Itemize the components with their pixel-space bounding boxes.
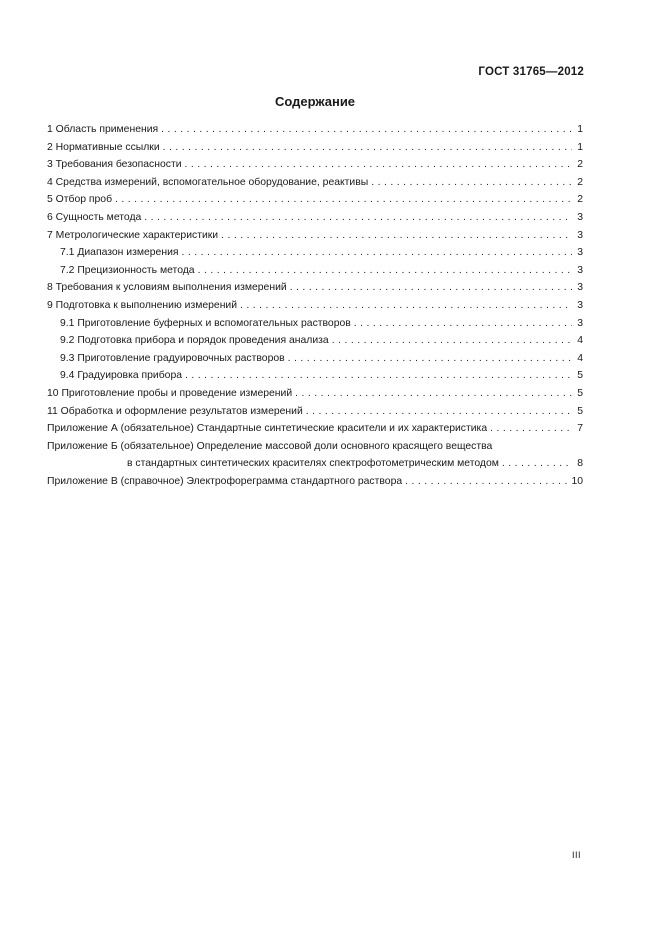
- toc-entry[interactable]: [47, 367, 583, 385]
- toc-entry-title: 7.2 Прецизионность метода: [60, 264, 195, 276]
- toc-entry[interactable]: [47, 191, 583, 209]
- toc-entry-title: в стандартных синтетических красителях спектрофотометрическим методом: [127, 458, 499, 470]
- toc-entry[interactable]: [47, 227, 583, 245]
- toc-entry[interactable]: [47, 209, 583, 227]
- toc-leader-dots: [405, 473, 568, 491]
- toc-entry-page: 3: [577, 211, 583, 223]
- toc-entry-page: 3: [577, 229, 583, 241]
- toc-entry-title: 8 Требования к условиям выполнения измерений: [47, 282, 287, 294]
- toc-entry-title: 3 Требования безопасности: [47, 159, 182, 171]
- toc-entry-title: 5 Отбор проб: [47, 194, 113, 206]
- toc-entry[interactable]: [47, 244, 583, 262]
- toc-entry[interactable]: [47, 473, 583, 491]
- toc-leader-dots: [354, 315, 572, 333]
- toc-entry-title: Приложение В (справочное) Электрофореграмма стандартного раствора: [47, 475, 403, 487]
- toc-entry[interactable]: [47, 279, 583, 297]
- toc-entry-page: 5: [577, 370, 583, 382]
- toc-entry[interactable]: [47, 139, 583, 157]
- toc-entry-page: 2: [577, 159, 583, 171]
- toc-entry-page: 8: [577, 458, 583, 470]
- toc-leader-dots: [332, 332, 572, 350]
- toc-leader-dots: [182, 244, 572, 262]
- toc-title: Содержание: [274, 94, 356, 109]
- toc-entry[interactable]: [47, 350, 583, 368]
- toc-entry-title: 9.4 Градуировка прибора: [60, 370, 183, 382]
- toc-entry[interactable]: [47, 438, 583, 456]
- toc-entry-title: 2 Нормативные ссылки: [47, 141, 160, 153]
- toc-entry[interactable]: [47, 121, 583, 139]
- toc-entry-page: 5: [577, 387, 583, 399]
- toc-entry[interactable]: [47, 297, 583, 315]
- toc-entry[interactable]: [47, 385, 583, 403]
- toc-entry-page: 3: [577, 317, 583, 329]
- toc-entry-title: 1 Область применения: [47, 124, 159, 135]
- toc-leader-dots: [185, 156, 572, 174]
- toc-entry-title: 9.1 Приготовление буферных и вспомогательных растворов: [60, 317, 351, 329]
- toc-entry[interactable]: [47, 455, 583, 473]
- toc-entry-title: Приложение А (обязательное) Стандартные синтетические красители и их характеристика: [47, 423, 488, 435]
- toc-entry-title: 4 Средства измерений, вспомогательное оборудование, реактивы: [47, 176, 369, 188]
- toc-entry[interactable]: [47, 332, 583, 350]
- toc-leader-dots: [290, 279, 572, 297]
- toc-entry-page: 2: [577, 194, 583, 206]
- toc-entry-title: Приложение Б (обязательное) Определение массовой доли основного красящего вещества: [47, 440, 493, 452]
- table-of-contents: [47, 121, 583, 490]
- toc-leader-dots: [161, 121, 572, 139]
- toc-entry[interactable]: [47, 403, 583, 421]
- toc-entry-title: 11 Обработка и оформление результатов измерений: [47, 405, 303, 417]
- toc-entry-page: 1: [577, 124, 583, 135]
- toc-leader-dots: [502, 455, 572, 473]
- toc-leader-dots: [371, 174, 572, 192]
- toc-entry[interactable]: [47, 262, 583, 280]
- toc-entry-title: 9 Подготовка к выполнению измерений: [47, 299, 238, 311]
- toc-entry[interactable]: [47, 420, 583, 438]
- toc-entry-page: 4: [577, 335, 583, 347]
- toc-entry-page: 1: [577, 141, 583, 153]
- toc-leader-dots: [198, 262, 572, 280]
- toc-entry-page: 3: [577, 247, 583, 259]
- toc-entry-page: 3: [577, 282, 583, 294]
- toc-leader-dots: [295, 385, 572, 403]
- toc-leader-dots: [163, 139, 572, 157]
- toc-entry-page: 4: [577, 352, 583, 364]
- toc-entry[interactable]: [47, 315, 583, 333]
- toc-entry-page: 5: [577, 405, 583, 417]
- toc-leader-dots: [115, 191, 572, 209]
- toc-entry-page: 2: [577, 176, 583, 188]
- toc-entry-title: 9.3 Приготовление градуировочных растворов: [60, 352, 285, 364]
- toc-entry-title: 7 Метрологические характеристики: [47, 229, 219, 241]
- toc-entry-title: 9.2 Подготовка прибора и порядок проведения анализа: [60, 335, 329, 347]
- toc-entry-title: 7.1 Диапазон измерения: [60, 247, 179, 259]
- toc-entry-title: 10 Приготовление пробы и проведение измерений: [47, 387, 293, 399]
- toc-leader-dots: [490, 420, 572, 438]
- toc-leader-dots: [288, 350, 572, 368]
- toc-leader-dots: [185, 367, 572, 385]
- toc-leader-dots: [144, 209, 572, 227]
- toc-leader-dots: [240, 297, 572, 315]
- toc-entry-page: 7: [577, 423, 583, 435]
- toc-entry-page: 3: [577, 264, 583, 276]
- document-standard-code: ГОСТ 31765—2012: [478, 66, 584, 78]
- toc-entry[interactable]: [47, 174, 583, 192]
- toc-entry-page: 3: [577, 299, 583, 311]
- toc-leader-dots: [221, 227, 572, 245]
- toc-entry-title: 6 Сущность метода: [47, 211, 142, 223]
- toc-entry-page: 10: [571, 475, 583, 487]
- page-number: III: [571, 850, 581, 860]
- toc-entry[interactable]: [47, 156, 583, 174]
- toc-leader-dots: [306, 403, 572, 421]
